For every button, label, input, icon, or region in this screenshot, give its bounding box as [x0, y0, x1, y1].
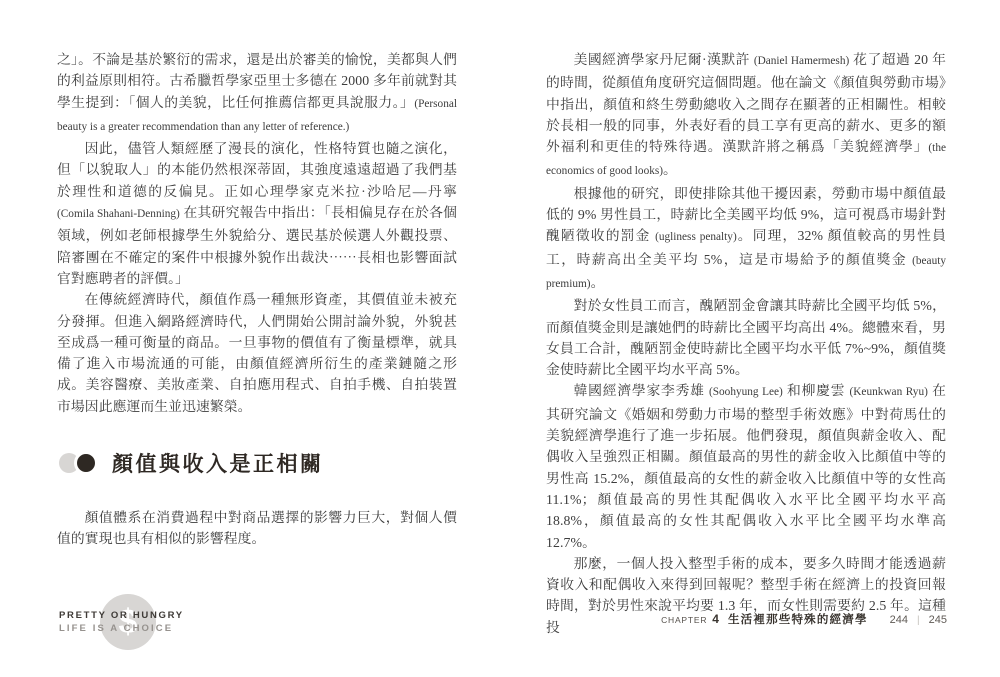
left-page-text-bottom: [57, 507, 457, 550]
section-heading: [57, 448, 324, 478]
overlapping-circles-bullet-icon: [57, 450, 103, 476]
cjk-text-run: 。: [663, 162, 677, 178]
cjk-text-run: 花了超過 20 年的時間，從顏值角度研究這個問題。他在論文《顏值與勞動市場》中指出，顏值和終生勞動總收入之間存在顯著的正相關性。相較於長相一般的同事，外表好看的員工享有更高的薪水、更多的額外福利和更佳的特殊待遇。漢默許將之稱爲「美貌經濟學」: [546, 52, 946, 155]
left-page-text-top: [57, 49, 457, 417]
cjk-text-run: 。: [590, 274, 605, 290]
cjk-text-run: 在傳統經濟時代，顏值作爲一種無形資產，其價值並未被充分發揮。但進入網路經濟時代，人們開始公開討論外貌，外貌甚至成爲一種可衡量的商品。一旦事物的價值有了衡量標準，就具備了進入市場流通的可能，由顏值經濟所衍生的產業鏈隨之形成。美容醫療、美妝產業、自拍應用程式、自拍手機、自拍裝置市場因此應運而生並迅速繁榮。: [57, 292, 457, 414]
paragraph: [546, 380, 946, 552]
cjk-text-run: 顏值體系在消費過程中對商品選擇的影響力巨大，對個人價值的實現也具有相似的影響程度。: [57, 510, 457, 547]
chapter-number: 4: [712, 612, 719, 626]
cjk-text-run: 美國經濟學家丹尼爾·漢默許: [573, 52, 754, 67]
paragraph: [546, 183, 946, 295]
latin-text-run: (beauty premium): [546, 254, 946, 290]
cjk-text-run: 和柳慶雲: [782, 383, 850, 399]
latin-text-run: (the economics of good looks): [546, 142, 946, 178]
paragraph: [57, 138, 457, 289]
latin-text-run: (Soohyung Lee): [708, 386, 783, 399]
brand-tagline: [59, 610, 184, 634]
cjk-text-run: 之」。不論是基於繁衍的需求，還是出於審美的愉悅，美都與人們的利益原則相符。古希臘哲學家亞里士多德在 2000 多年前就對其學生提到：「個人的美貌，比任何推薦信都更具說服力。」: [57, 52, 457, 110]
latin-text-run: (Daniel Hamermesh): [753, 55, 850, 67]
latin-text-run: (Comila Shahani-Denning): [57, 208, 180, 221]
cjk-text-run: 在其研究報告中指出：「長相偏見存在於各個領域，例如老師根據學生外貌給分、選民基於候選人外觀投票、陪審團在不確定的案件中根據外貌作出裁決⋯⋯長相也影響面試官對應聘者的評價。」: [57, 205, 458, 286]
chapter-label: CHAPTER: [661, 615, 708, 625]
dollar-glyph: $: [118, 602, 138, 641]
page-number-left: 244: [889, 614, 909, 626]
section-heading-text: 顏值與收入是正相關: [112, 453, 324, 476]
cjk-text-run: 對於女性員工而言，醜陋罰金會讓其時薪比全國平均低 5%，而顏值獎金則是讓她們的時薪比全國平均高出 4%。總體來看，男女員工合計，醜陋罰金使時薪比全國平均水平低 7%~9%，顏值獎金使時薪比全國平均水平高 5%。: [546, 298, 946, 378]
paragraph: [57, 289, 457, 417]
left-page-footer: [57, 594, 217, 656]
cjk-text-run: 因此，儘管人類經歷了漫長的演化，性格特質也隨之演化，但「以貌取人」的本能仍然根深蒂固，其強度遠遠超過了我們基於理性和道德的反偏見。正如心理學家克米拉·沙哈尼—丹寧: [57, 141, 457, 199]
page-number-separator: |: [917, 615, 920, 626]
cjk-text-run: 韓國經濟學家李秀雄: [573, 383, 709, 399]
right-page-footer: [661, 611, 947, 627]
cjk-text-run: 在其研究論文《婚姻和勞動力市場的整型手術效應》中對荷馬仕的美貌經濟學進行了進一步拓展。他們發現，顏值與薪金收入、配偶收入呈強烈正相關。顏值最高的男性的薪金收入比顏值中等的男性高 15.2%，顏值最高的女性的薪金收入比顏值中等的女性高 11.1%；顏值最高的男性其配偶收入水平比全國平均水平高 18.8%，顏值最高的女性其配偶收入水平比全國平均水準高 12.7%。: [546, 383, 946, 550]
brand-tagline-line2: LIFE IS A CHOICE: [59, 623, 174, 634]
latin-text-run: (Keunkwan Ryu): [849, 386, 928, 399]
page-number-right: 245: [928, 614, 947, 626]
brand-tagline-line1: PRETTY OR HUNGRY: [59, 610, 184, 621]
chapter-title: 生活裡那些特殊的經濟學: [727, 614, 868, 626]
cjk-text-run: 那麼，一個人投入整型手術的成本，要多久時間才能透過薪資收入和配偶收入來得到回報呢？整型手術在經濟上的投資回報時間，對於男性來說平均要 1.3 年，而女性則需要約 2.5 年。這種投: [546, 555, 946, 635]
paragraph: [57, 507, 457, 550]
latin-text-run: (Personal beauty is a greater recommendation than any letter of reference.): [57, 97, 457, 133]
paragraph: [57, 49, 457, 138]
cjk-text-run: 根據他的研究，即使排除其他干擾因素，勞動市場中顏值最低的 9% 男性員工，時薪比全美國平均低 9%，這可視爲市場針對醜陋徵收的罰金: [546, 185, 946, 244]
paragraph: [546, 49, 946, 183]
latin-text-run: (ugliness penalty): [655, 231, 737, 244]
right-page-text: [546, 49, 946, 638]
paragraph: [546, 295, 946, 380]
cjk-text-run: 。同理，32% 顏值較高的男性員工，時薪高出全美平均 5%，這是市場給予的顏值獎金: [546, 228, 947, 267]
